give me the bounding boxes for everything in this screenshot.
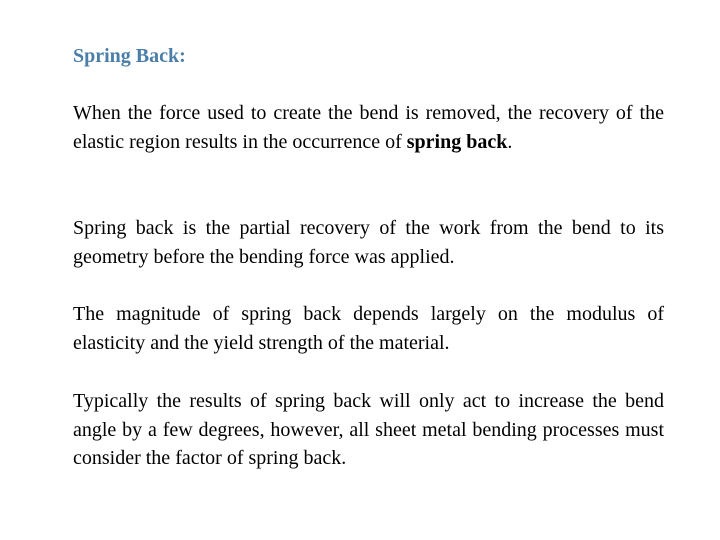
slide-title: Spring Back:: [73, 45, 186, 67]
paragraph-partial-recovery: Spring back is the partial recovery of the work from the bend to its geometry before the bending force was applied.: [73, 217, 664, 268]
emphasis-term: spring back: [406, 130, 508, 153]
paragraph-punctuation: .: [507, 130, 513, 153]
paragraph-typical-results: Typically the results of spring back will only act to increase the bend angle by a few degrees, however, all sheet metal bending processes must consider the factor of spring back.: [73, 390, 664, 469]
paragraph-spring-back-definition: [73, 99, 664, 156]
paragraph-text: When the force used to create the bend is removed, the recovery of the elastic region results in the occurrence of: [73, 102, 664, 153]
paragraph-magnitude: The magnitude of spring back depends largely on the modulus of elasticity and the yield strength of the material.: [73, 303, 664, 354]
